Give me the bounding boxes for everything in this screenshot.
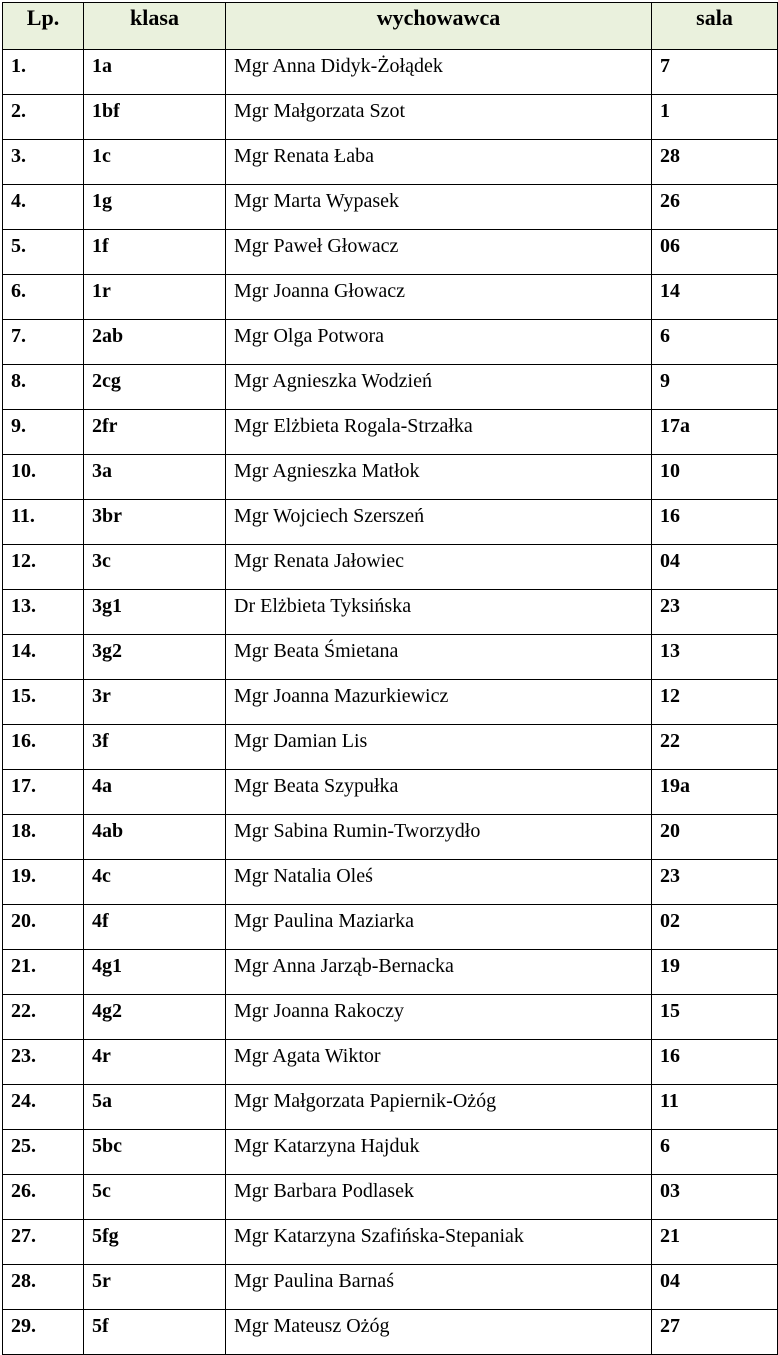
cell-lp: 13. — [3, 590, 84, 635]
cell-lp: 21. — [3, 950, 84, 995]
cell-lp: 20. — [3, 905, 84, 950]
table-row — [3, 1085, 778, 1130]
table-row — [3, 1130, 778, 1175]
cell-lp: 5. — [3, 230, 84, 275]
cell-sala: 10 — [652, 455, 778, 500]
table-row — [3, 815, 778, 860]
cell-sala: 03 — [652, 1175, 778, 1220]
cell-klasa: 5f — [84, 1310, 226, 1355]
cell-klasa: 1f — [84, 230, 226, 275]
cell-sala: 06 — [652, 230, 778, 275]
cell-klasa: 4g2 — [84, 995, 226, 1040]
table-row — [3, 950, 778, 995]
table-row — [3, 860, 778, 905]
cell-sala: 16 — [652, 500, 778, 545]
cell-klasa: 3g2 — [84, 635, 226, 680]
cell-wychowawca: Mgr Paweł Głowacz — [226, 230, 652, 275]
cell-lp: 19. — [3, 860, 84, 905]
cell-wychowawca: Mgr Olga Potwora — [226, 320, 652, 365]
cell-lp: 25. — [3, 1130, 84, 1175]
class-teacher-table — [2, 2, 778, 1355]
cell-wychowawca: Mgr Agnieszka Matłok — [226, 455, 652, 500]
cell-lp: 15. — [3, 680, 84, 725]
header-klasa: klasa — [84, 3, 226, 50]
cell-sala: 23 — [652, 590, 778, 635]
table-row — [3, 365, 778, 410]
cell-wychowawca: Mgr Agata Wiktor — [226, 1040, 652, 1085]
cell-wychowawca: Mgr Beata Śmietana — [226, 635, 652, 680]
cell-lp: 24. — [3, 1085, 84, 1130]
cell-wychowawca: Mgr Katarzyna Szafińska-Stepaniak — [226, 1220, 652, 1265]
cell-sala: 11 — [652, 1085, 778, 1130]
cell-klasa: 4f — [84, 905, 226, 950]
table-row — [3, 500, 778, 545]
cell-wychowawca: Mgr Paulina Maziarka — [226, 905, 652, 950]
cell-klasa: 3br — [84, 500, 226, 545]
cell-klasa: 2cg — [84, 365, 226, 410]
cell-wychowawca: Mgr Joanna Mazurkiewicz — [226, 680, 652, 725]
cell-sala: 04 — [652, 1265, 778, 1310]
cell-klasa: 3r — [84, 680, 226, 725]
cell-wychowawca: Mgr Marta Wypasek — [226, 185, 652, 230]
cell-sala: 02 — [652, 905, 778, 950]
table-row — [3, 770, 778, 815]
table-row — [3, 905, 778, 950]
cell-lp: 6. — [3, 275, 84, 320]
cell-klasa: 3f — [84, 725, 226, 770]
cell-klasa: 2ab — [84, 320, 226, 365]
cell-lp: 23. — [3, 1040, 84, 1085]
cell-lp: 7. — [3, 320, 84, 365]
table-row — [3, 590, 778, 635]
cell-lp: 11. — [3, 500, 84, 545]
cell-wychowawca: Mgr Mateusz Ożóg — [226, 1310, 652, 1355]
table-row — [3, 1310, 778, 1355]
cell-sala: 9 — [652, 365, 778, 410]
table-row — [3, 725, 778, 770]
cell-lp: 1. — [3, 50, 84, 95]
header-sala: sala — [652, 3, 778, 50]
cell-sala: 28 — [652, 140, 778, 185]
cell-lp: 26. — [3, 1175, 84, 1220]
cell-klasa: 4g1 — [84, 950, 226, 995]
table-row — [3, 1040, 778, 1085]
cell-lp: 4. — [3, 185, 84, 230]
cell-klasa: 5c — [84, 1175, 226, 1220]
cell-klasa: 2fr — [84, 410, 226, 455]
table-row — [3, 680, 778, 725]
cell-klasa: 1g — [84, 185, 226, 230]
cell-wychowawca: Mgr Agnieszka Wodzień — [226, 365, 652, 410]
cell-sala: 22 — [652, 725, 778, 770]
cell-sala: 15 — [652, 995, 778, 1040]
header-wychowawca: wychowawca — [226, 3, 652, 50]
cell-wychowawca: Mgr Renata Jałowiec — [226, 545, 652, 590]
table-row — [3, 140, 778, 185]
cell-sala: 6 — [652, 320, 778, 365]
table-row — [3, 1175, 778, 1220]
cell-wychowawca: Dr Elżbieta Tyksińska — [226, 590, 652, 635]
table-header-row — [3, 3, 778, 50]
cell-sala: 20 — [652, 815, 778, 860]
cell-lp: 28. — [3, 1265, 84, 1310]
cell-wychowawca: Mgr Katarzyna Hajduk — [226, 1130, 652, 1175]
cell-sala: 26 — [652, 185, 778, 230]
cell-wychowawca: Mgr Anna Didyk-Żołądek — [226, 50, 652, 95]
table-row — [3, 995, 778, 1040]
cell-sala: 6 — [652, 1130, 778, 1175]
table-row — [3, 635, 778, 680]
table-row — [3, 320, 778, 365]
cell-wychowawca: Mgr Damian Lis — [226, 725, 652, 770]
table-row — [3, 410, 778, 455]
cell-klasa: 1c — [84, 140, 226, 185]
cell-lp: 10. — [3, 455, 84, 500]
cell-klasa: 5fg — [84, 1220, 226, 1265]
cell-lp: 8. — [3, 365, 84, 410]
cell-sala: 12 — [652, 680, 778, 725]
cell-klasa: 3a — [84, 455, 226, 500]
table-row — [3, 185, 778, 230]
cell-wychowawca: Mgr Joanna Rakoczy — [226, 995, 652, 1040]
cell-klasa: 5bc — [84, 1130, 226, 1175]
cell-klasa: 4ab — [84, 815, 226, 860]
cell-wychowawca: Mgr Joanna Głowacz — [226, 275, 652, 320]
cell-lp: 17. — [3, 770, 84, 815]
cell-klasa: 1bf — [84, 95, 226, 140]
cell-klasa: 1a — [84, 50, 226, 95]
table-row — [3, 545, 778, 590]
cell-lp: 9. — [3, 410, 84, 455]
cell-sala: 17a — [652, 410, 778, 455]
cell-wychowawca: Mgr Barbara Podlasek — [226, 1175, 652, 1220]
table-row — [3, 50, 778, 95]
cell-klasa: 1r — [84, 275, 226, 320]
cell-wychowawca: Mgr Paulina Barnaś — [226, 1265, 652, 1310]
cell-klasa: 5a — [84, 1085, 226, 1130]
cell-sala: 19 — [652, 950, 778, 995]
cell-wychowawca: Mgr Anna Jarząb-Bernacka — [226, 950, 652, 995]
cell-sala: 7 — [652, 50, 778, 95]
cell-sala: 04 — [652, 545, 778, 590]
cell-klasa: 4a — [84, 770, 226, 815]
cell-klasa: 4c — [84, 860, 226, 905]
cell-wychowawca: Mgr Renata Łaba — [226, 140, 652, 185]
table-row — [3, 1220, 778, 1265]
cell-sala: 1 — [652, 95, 778, 140]
cell-sala: 27 — [652, 1310, 778, 1355]
cell-sala: 23 — [652, 860, 778, 905]
cell-lp: 2. — [3, 95, 84, 140]
cell-lp: 3. — [3, 140, 84, 185]
cell-klasa: 3c — [84, 545, 226, 590]
cell-wychowawca: Mgr Sabina Rumin-Tworzydło — [226, 815, 652, 860]
table-row — [3, 1265, 778, 1310]
cell-lp: 18. — [3, 815, 84, 860]
cell-sala: 19a — [652, 770, 778, 815]
cell-lp: 29. — [3, 1310, 84, 1355]
cell-lp: 27. — [3, 1220, 84, 1265]
cell-wychowawca: Mgr Elżbieta Rogala-Strzałka — [226, 410, 652, 455]
cell-wychowawca: Mgr Beata Szypułka — [226, 770, 652, 815]
table-row — [3, 455, 778, 500]
header-lp: Lp. — [3, 3, 84, 50]
cell-wychowawca: Mgr Małgorzata Szot — [226, 95, 652, 140]
cell-sala: 16 — [652, 1040, 778, 1085]
cell-klasa: 4r — [84, 1040, 226, 1085]
cell-klasa: 5r — [84, 1265, 226, 1310]
table-row — [3, 95, 778, 140]
cell-lp: 14. — [3, 635, 84, 680]
cell-wychowawca: Mgr Natalia Oleś — [226, 860, 652, 905]
cell-wychowawca: Mgr Wojciech Szerszeń — [226, 500, 652, 545]
table-row — [3, 275, 778, 320]
cell-lp: 22. — [3, 995, 84, 1040]
cell-lp: 16. — [3, 725, 84, 770]
cell-sala: 14 — [652, 275, 778, 320]
cell-klasa: 3g1 — [84, 590, 226, 635]
table-body — [3, 50, 778, 1355]
cell-wychowawca: Mgr Małgorzata Papiernik-Ożóg — [226, 1085, 652, 1130]
cell-sala: 21 — [652, 1220, 778, 1265]
cell-sala: 13 — [652, 635, 778, 680]
table-row — [3, 230, 778, 275]
cell-lp: 12. — [3, 545, 84, 590]
